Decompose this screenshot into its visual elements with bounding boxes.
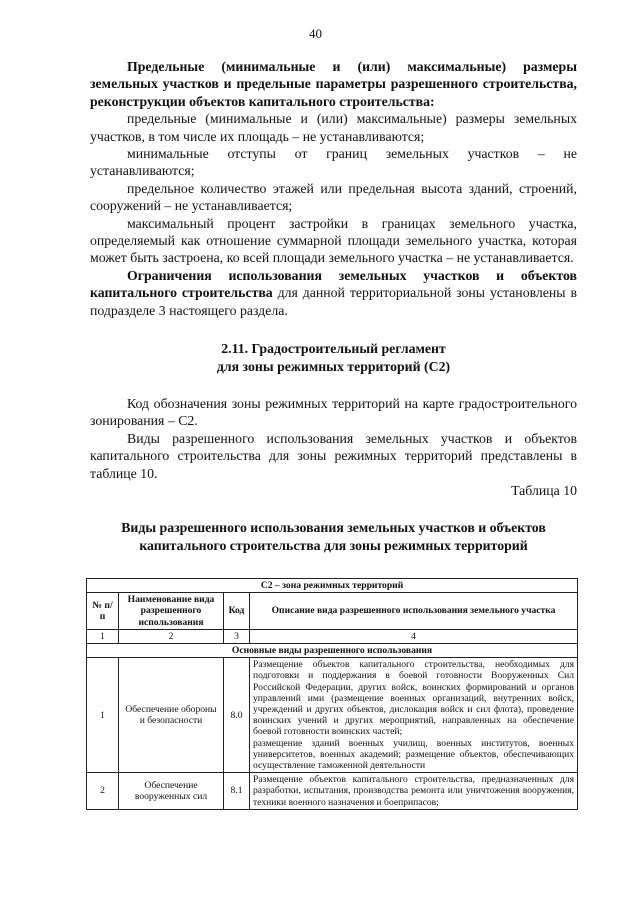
header-number: № п/п — [87, 593, 119, 630]
header-description: Описание вида разрешенного использования земельного участка — [250, 593, 578, 630]
restrictions-paragraph — [90, 267, 577, 319]
section-title-line1: 2.11. Градостроительный регламент — [221, 341, 446, 357]
row-code: 8.1 — [224, 773, 250, 810]
column-number: 1 — [87, 629, 119, 643]
row-description — [250, 773, 578, 810]
column-number-row — [87, 629, 578, 643]
row-code: 8.0 — [224, 658, 250, 773]
limits-item: максимальный процент застройки в границах земельного участка, определяемый как отношение суммарной площади земельного участка, которая может быть застроена, ко всей площади земельного участка – не устанавливается. — [90, 215, 577, 266]
limits-item: минимальные отступы от границ земельных участков – не устанавливаются; — [90, 146, 577, 179]
zone-title-cell: С2 – зона режимных территорий — [87, 579, 578, 593]
section-title-line2: для зоны режимных территорий (С2) — [216, 358, 451, 374]
header-code: Код — [224, 593, 250, 630]
row-description-part: размещение зданий военных училищ, военных институтов, военных университетов, военных академий; размещение объектов, обеспечивающих осуществление таможенной деятельности — [253, 737, 575, 772]
page-number: 40 — [309, 26, 322, 41]
row-description-part: Размещение объектов капитального строительства, предназначенных для разработки, испытания, производства ремонта или уничтожения вооружения, техники военного назначения и боеприпасов; — [253, 774, 575, 808]
row-number: 1 — [87, 658, 119, 773]
restrictions-bold-text: Ограничения использования земельных участков и объектов капитального строительства — [90, 267, 577, 301]
usage-table — [86, 578, 578, 810]
row-description-part: Размещение объектов капитального строительства, необходимых для подготовки и поддержания в боевой готовности Вооруженных Сил Российской Федерации, других войск, воинских формирований и органов управлений ими (размещение военных организаций, внутренних войск, учреждений и других объектов, дислокация войск и сил флота), проведение воинских учений и других мероприятий, направленных на обеспечение боевой готовности воинских частей; — [253, 659, 575, 738]
row-number: 2 — [87, 773, 119, 810]
table-title-line2: капитального строительства для зоны режимных территорий — [139, 537, 528, 553]
table-row — [87, 773, 578, 810]
limits-heading: Предельные (минимальные и (или) максимальные) размеры земельных участков и предельные параметры разрешенного строительства, реконструкции объектов капитального строительства: — [90, 59, 577, 109]
row-usage-name: Обеспечение обороны и безопасности — [119, 658, 224, 773]
zone-code-paragraph: Код обозначения зоны режимных территорий на карте градостроительного зонирования – С2. — [90, 395, 577, 429]
column-number: 3 — [224, 629, 250, 643]
table-row — [87, 658, 578, 773]
header-row — [87, 593, 578, 630]
table-title — [90, 519, 577, 554]
restrictions-text: для данной территориальной зоны установлены в подразделе 3 настоящего раздела. — [90, 285, 577, 318]
section-title — [90, 340, 577, 375]
group-header: Основные виды разрешенного использования — [87, 644, 578, 658]
column-number: 4 — [250, 629, 578, 643]
row-description — [250, 658, 578, 773]
row-usage-name: Обеспечение вооруженных сил — [119, 773, 224, 810]
page-text — [90, 58, 577, 554]
limits-item: предельные (минимальные и (или) максимальные) размеры земельных участков, в том числе их площадь – не устанавливаются; — [90, 111, 577, 144]
table-label: Таблица 10 — [511, 482, 577, 498]
header-name: Наименование вида разрешенного использования — [119, 593, 224, 630]
table-title-line1: Виды разрешенного использования земельных участков и объектов — [121, 520, 546, 536]
limits-item: предельное количество этажей или предельная высота зданий, строений, сооружений – не устанавливается; — [90, 180, 577, 214]
usage-types-paragraph: Виды разрешенного использования земельных участков и объектов капитального строительства для зоны режимных территорий представлены в таблице 10. — [90, 430, 577, 481]
column-number: 2 — [119, 629, 224, 643]
